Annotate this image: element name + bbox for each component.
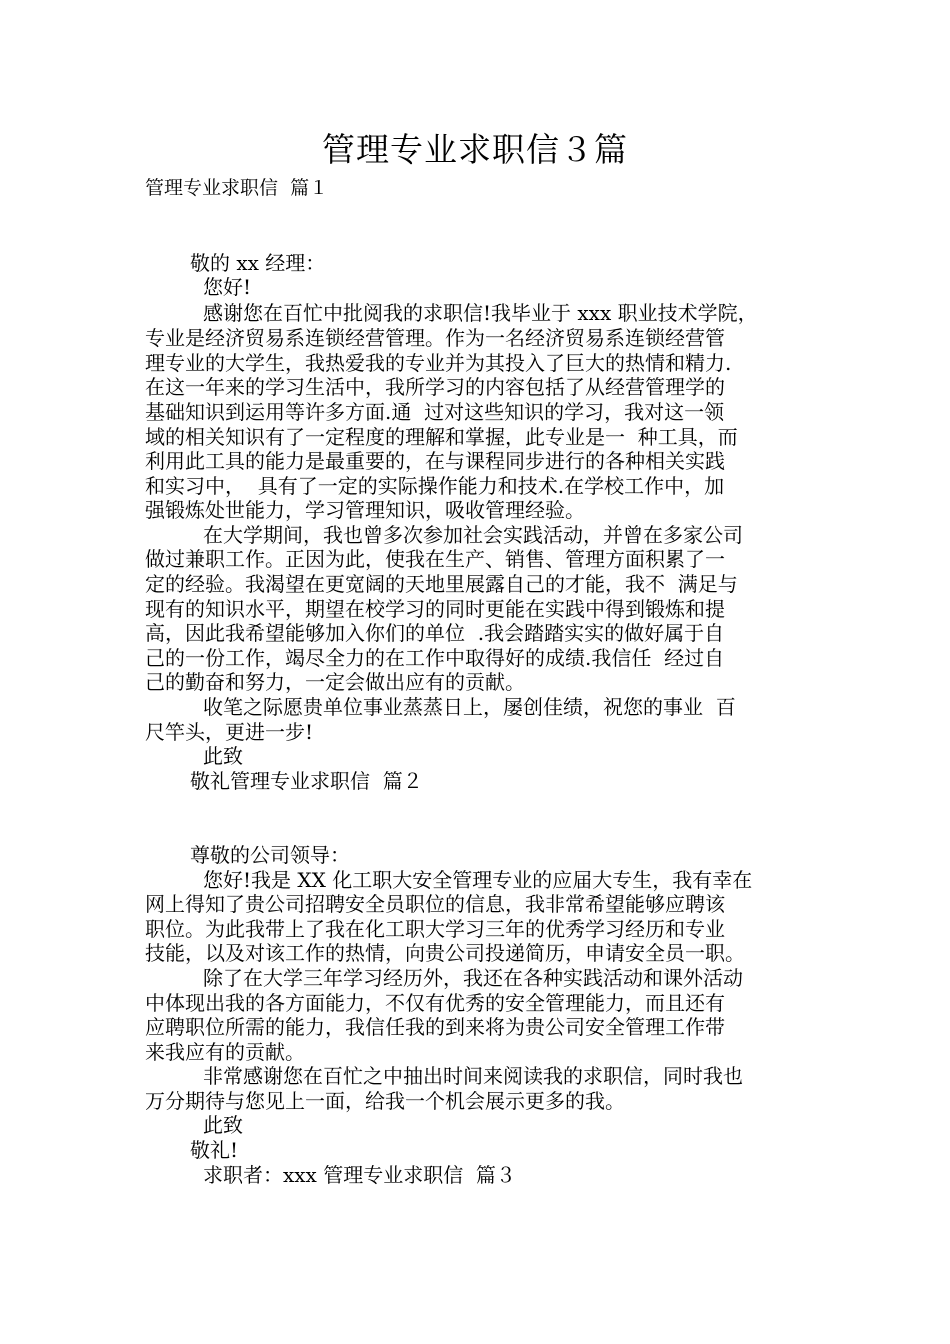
section-heading: 管理专业求职信 篇１ xyxy=(145,177,329,199)
body-line: 尺竿头，更进一步! xyxy=(145,720,314,744)
body-line: 技能，以及对该工作的热情，向贵公司投递简历，申请安全员一职。 xyxy=(145,941,745,965)
body-line: 在大学期间，我也曾多次参加社会实践活动，并曾在多家公司 xyxy=(203,523,743,547)
document-title: 管理专业求职信３篇 xyxy=(322,130,628,169)
salutation: 尊敬的公司领导： xyxy=(190,843,350,867)
body-line: 您好!我是 XX 化工职大安全管理专业的应届大专生，我有幸在 xyxy=(203,868,753,892)
body-line: 来我应有的贡献。 xyxy=(145,1040,305,1064)
body-line: 高，因此我希望能够加入你们的单位 .我会踏踏实实的做好属于自 xyxy=(145,621,725,645)
body-line: 除了在大学三年学习经历外，我还在各种实践活动和课外活动 xyxy=(203,966,743,990)
body-line: 非常感谢您在百忙之中抽出时间来阅读我的求职信，同时我也 xyxy=(203,1064,743,1088)
body-line: 专业是经济贸易系连锁经营管理。作为一名经济贸易系连锁经营管 xyxy=(145,326,725,350)
body-line: 域的相关知识有了一定程度的理解和掌握，此专业是一 种工具，而 xyxy=(145,425,738,449)
body-line: 感谢您在百忙中批阅我的求职信!我毕业于 xxx 职业技术学院， xyxy=(203,301,758,325)
body-line: 中体现出我的各方面能力，不仅有优秀的安全管理能力，而且还有 xyxy=(145,991,725,1015)
body-line: 职位。为此我带上了我在化工职大学习三年的优秀学习经历和专业 xyxy=(145,917,725,941)
body-line: 做过兼职工作。正因为此，使我在生产、销售、管理方面积累了一 xyxy=(145,547,725,571)
body-line: 定的经验。我渴望在更宽阔的天地里展露自己的才能，我不 满足与 xyxy=(145,572,738,596)
body-line: 网上得知了贵公司招聘安全员职位的信息，我非常希望能够应聘该 xyxy=(145,892,725,916)
body-line: 现有的知识水平，期望在校学习的同时更能在实践中得到锻炼和提 xyxy=(145,597,725,621)
body-line: 应聘职位所需的能力，我信任我的到来将为贵公司安全管理工作带 xyxy=(145,1015,725,1039)
body-line: 强锻炼处世能力，学习管理知识，吸收管理经验。 xyxy=(145,498,585,522)
body-line: 在这一年来的学习生活中，我所学习的内容包括了从经营管理学的 xyxy=(145,375,725,399)
closing: 此致 xyxy=(203,1113,243,1137)
body-line: 收笔之际愿贵单位事业蒸蒸日上，屡创佳绩，祝您的事业 百 xyxy=(203,695,736,719)
body-line: 利用此工具的能力是最重要的，在与课程同步进行的各种相关实践 xyxy=(145,449,725,473)
salutation: 敬的 xx 经理： xyxy=(190,251,326,275)
body-line: 万分期待与您见上一面，给我一个机会展示更多的我。 xyxy=(145,1089,625,1113)
body-line: 己的勤奋和努力，一定会做出应有的贡献。 xyxy=(145,670,525,694)
closing: 此致 xyxy=(203,744,243,768)
greeting: 您好! xyxy=(203,275,252,299)
closing-heading: 敬礼管理专业求职信 篇２ xyxy=(190,769,423,793)
body-line: 己的一份工作，竭尽全力的在工作中取得好的成绩.我信任 经过自 xyxy=(145,646,725,670)
body-line: 基础知识到运用等许多方面.通 过对这些知识的学习，我对这一领 xyxy=(145,400,725,424)
body-line: 理专业的大学生，我热爱我的专业并为其投入了巨大的热情和精力. xyxy=(145,351,732,375)
body-line: 和实习中， 具有了一定的实际操作能力和技术.在学校工作中，加 xyxy=(145,474,725,498)
signature-heading: 求职者：xxx 管理专业求职信 篇３ xyxy=(203,1163,516,1187)
closing: 敬礼! xyxy=(190,1138,239,1162)
